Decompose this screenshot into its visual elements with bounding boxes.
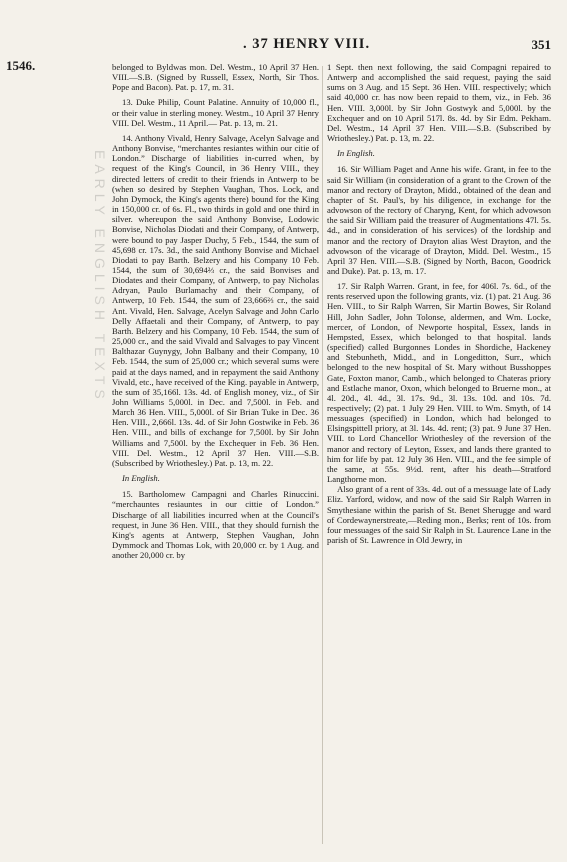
left-column (112, 62, 319, 565)
running-header (0, 36, 567, 58)
running-title: . 37 HENRY VIII. (243, 36, 371, 52)
column-divider (322, 66, 323, 844)
watermark-text: EARLY ENGLISH TEXTS (92, 150, 108, 404)
page-number: 351 (531, 37, 551, 52)
entry-paragraph: 17. Sir Ralph Warren. Grant, in fee, for 406l. 7s. 6d., of the rents reserved upon the following grants, viz. (1) pat. 21 Aug. 36 Hen. VIII., to Sir Ralph Warren, Sir Martin Bowes, Sir Roland Hill, John Sadler, John Tolonse, aldermen, and Wm. Locke, mercer, of London, of Newporte hospital, Essex, lands in Hempsted, Essex, which belonged to that hospital. lands (specified) called Burgonnes Londes in Shordiche, Hackeney and Stebunheth, Midd., and in Longeditton, Surr., which belonged to the new hospital of St. Mary without Busshoppes Gate, Foxton manor, Camb., which belonged to Chateras priory and Estlache manor, Oxon, which belonged to Bruerne mon., at 4l. 20d., 4l. 4d., 3l. 17s. 9d., 3l. 13s. 10d. and 10s. 7d. respectively; (2) pat. 1 July 29 Hen. VIII. to Wm. Smyth, of 14 messuages (specified) in London, which had belonged to Elsingspittell priory, at 3l. 14s. 4d. rent; (3) pat. 9 June 37 Hen. VIII. to Lord Chancellor Wriothesley of the reversion of the manor and rectory of Leyton, Essex, and lands there granted to him for life by pat. 12 July 36 Hen. VIII., and the fee simple of the same, at 55s. 9½d. rent, after his death—Stratford Langthorne mon. (327, 281, 551, 485)
entry-paragraph: 1 Sept. then next following, the said Compagni repaired to Antwerp and accomplished the said request, paying the said sums on 3 Aug. and 15 Sept. 36 Hen. VIII. respectively; which said 40,000 cr. has now been repaid to them, viz., in Feb. 36 Hen. VIII. 3,000l. by Sir John Gostwyk and 5,000l. by the Exchequer and on 10 April 517l. 8s. 4d. by Sir Edm. Pekham. Del. Westm., 14 April 37 Hen. VIII.—S.B. (Subscribed by Wriothesley.) Pat. p. 13, m. 22. (327, 62, 551, 144)
calendar-entry (327, 281, 551, 545)
language-note: In English. (122, 473, 160, 484)
calendar-entry (112, 62, 319, 92)
entry-paragraph: Also grant of a rent of 33s. 4d. out of a messuage late of Lady Eliz. Yarford, widow, and now of the said Sir Ralph Warren in Smythesiane within the parish of St. Benet Sherugge and ward of Cordewaynerstreate,—Reding mon., Berks; rent of 10s. from four messuages of the said Sir Ralph in St. Laurence Lane in the parish of St. Lawrence in Old Jewry, in (327, 484, 551, 546)
calendar-entry (112, 97, 319, 127)
watermark-stamp (86, 150, 112, 850)
entry-paragraph: 13. Duke Philip, Count Palatine. Annuity of 10,000 fl., or their value in sterling money. Westm., 10 April 37 Henry VIII. Del. Westm., 11 April.— Pat. p. 13, m. 21. (112, 97, 319, 128)
right-column (327, 62, 551, 550)
entry-paragraph: 15. Bartholomew Campagni and Charles Rinuccini. “merchauntes resiauntes in our cittie of London.” Discharge of all liabilities incurred when at the Council's request, in June 36 Hen. VIII., that they should furnish the King's agents at Antwerp, Stephen Vaughan, John Dymmock and Thomas Lok, with 20,000 cr. by 1 Aug. and another 20,000 cr. by (112, 489, 319, 561)
calendar-entry (327, 164, 551, 276)
entry-paragraph: 16. Sir William Paget and Anne his wife. Grant, in fee to the said Sir William (in consideration of a grant to the Crown of the manor and rectory of Drayton, Midd., obtained of the dean and chapter of St. Paul's, by his diligence, in exchange for the advowson of the rectory of Charyng, Kent, for which advowson the said Sir William paid the treasurer of Augmentations 47l. 5s. 4d., and in consideration of his services) of the lordship and manor and the rectory of Drayton alias West Drayton, and the advowson of the vicarage of Drayton, Midd. Del. Westm., 15 April 37 Hen. VIII.—S.B. (Signed by North, Bacon, Goodrick and Duke). Pat. p. 13, m. 17. (327, 164, 551, 276)
language-note: In English. (337, 148, 375, 159)
entry-paragraph: belonged to Byldwas mon. Del. Westm., 10 April 37 Hen. VIII.—S.B. (Signed by Russell, Essex, North, Sir Thos. Pope and Bacon). Pat. p. 17, m. 31. (112, 62, 319, 93)
calendar-entry (112, 489, 319, 560)
entry-paragraph: 14. Anthony Vivald, Henry Salvage, Acelyn Salvage and Anthony Bonvise, “merchantes resiantes within our citie of London.” Discharge of liabilities in-curred when, by request of the King's Council, in 36 Henry VIII., they directed letters of credit to their friends in Antwerp to be (when so desired by Stephen Vaughan, Thos. Lock, and John Dymock, the King's agents there) bound for the King in 150,000 cr. of 6s. Fl., two thirds in gold and one third in silver. whereupon the said Anthony Bonvise, Lodowic Bonvise, Nicholas Diodati and their Company, of Antwerp, were bound to pay Jasper Duchy, 5 Feb., 1544, the sum of 45,698 cr. 17s. 3d., the said Anthony Bonvise and Michael Diodati to pay Barth. Belzery and his Company 10 Feb. 1544, the sum of 30,694⅔ cr., the said Bonvises and Diodates and their Company, of Antwerp, to pay Nicholas Adryan, Paulo Burlamachy and their Company, of Antwerp, 10 Feb. 1544, the sum of 23,666⅔ cr., the said Ant. Vivald, Hen. Salvage, Acelyn Salvage and John Carlo Delly Affaetali and their Company, of Antwerp, to pay Barth. Belzery and his Company, 10 Feb. 1544, the sum of 25,000 cr., and the said Vivald and Salvages to pay Vincent Balthazar Guynygy, John Balbany and their Company, 10 Feb. 1544, the sum of 25,000 cr.; which several sums were paid at the days named, and in repayment the said Anthony Vivald, etc., have received of the King. payable in Antwerp, the sum of 35,166l. 13s. 4d. of English money, viz., of Sir John Williams 5,000l. in Dec. and 7,500l. in Feb. and March 36 Hen. VIII., 5,000l. of Sir Brian Tuke in Dec. 36 Hen. VIII., 2,666l. 13s. 4d. of Sir John Gostwike in Feb. 36 Hen. VIII., and bills of exchange for 7,500l. by Sir John Williams and 7,500l. by the Exchequer in Feb. 36 Hen. VIII. Del. Westm., 12 April 37 Hen. VIII.—S.B. (Subscribed by Wriothesley.) Pat. p. 13, m. 22. (112, 132, 319, 468)
calendar-entry (327, 62, 551, 143)
year-marker: 1546. (6, 58, 36, 73)
calendar-entry (112, 133, 319, 468)
